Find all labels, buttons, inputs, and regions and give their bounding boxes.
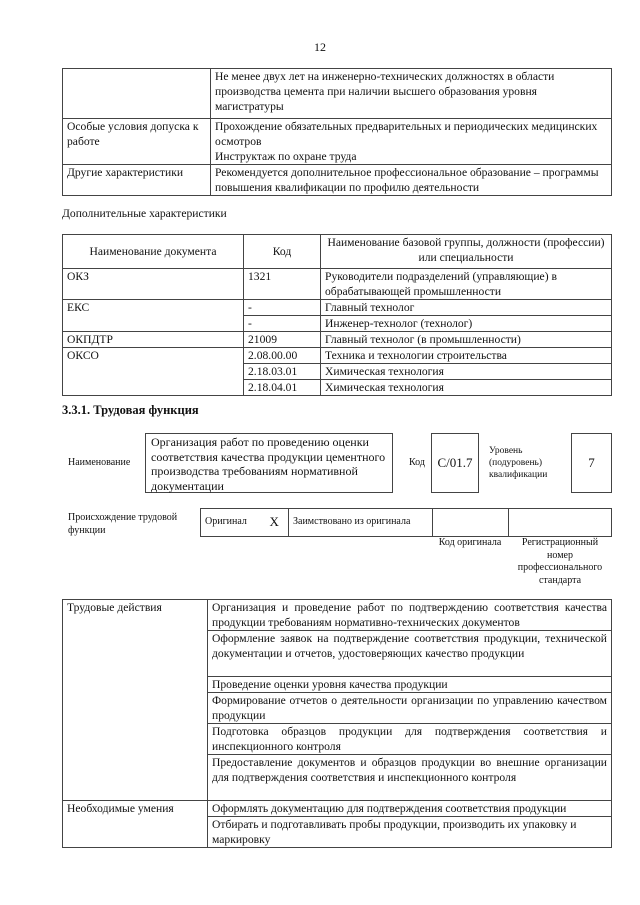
name-label: Наименование	[68, 457, 131, 468]
origin-label: Происхождение трудовой функции	[68, 512, 178, 536]
code-original-label: Код оригинала	[438, 537, 502, 548]
doc: ОКПДТР	[63, 332, 244, 348]
header-doc: Наименование документа	[63, 235, 244, 269]
skill-item: Оформлять документацию для подтверждения соответствия продукции	[208, 801, 612, 817]
name: Главный технолог	[321, 300, 612, 316]
additional-title: Дополнительные характеристики	[62, 207, 227, 220]
qualification-table	[62, 68, 612, 196]
code-original-cell	[433, 509, 509, 537]
code: -	[244, 300, 321, 316]
name: Главный технолог (в промышленности)	[321, 332, 612, 348]
action-item: Оформление заявок на подтверждение соответствия продукции, технической документации и отчетов, удостоверяющих качество продукции	[208, 631, 612, 677]
actions-label: Трудовые действия	[63, 600, 208, 801]
level-label: Уровень (подуровень) квалификации	[489, 446, 548, 480]
row-label: Другие характеристики	[63, 165, 211, 196]
skill-item: Отбирать и подготавливать пробы продукции, производить их упаковку и маркировку	[208, 817, 612, 848]
action-item: Формирование отчетов о деятельности организации по управлению качеством продукции	[208, 693, 612, 724]
row-label: Особые условия допуска к работе	[63, 119, 211, 165]
name: Инженер-технолог (технолог)	[321, 316, 612, 332]
action-item: Подготовка образцов продукции для подтверждения соответствия и инспекционного контроля	[208, 724, 612, 755]
original-mark: X	[266, 509, 289, 537]
header-code: Код	[244, 235, 321, 269]
row-value: Инструктаж по охране труда	[215, 150, 357, 163]
code: 2.08.00.00	[244, 348, 321, 364]
action-item: Организация и проведение работ по подтверждению соответствия качества продукции требованиям нормативно-технических документов	[208, 600, 612, 631]
skills-label: Необходимые умения	[63, 801, 208, 848]
reg-number-label: Регистрационный номер профессионального стандарта	[517, 537, 603, 586]
page-number: 12	[314, 40, 326, 54]
doc: ЕКС	[63, 300, 244, 332]
details-table	[62, 599, 612, 848]
code: -	[244, 316, 321, 332]
origin-table	[200, 508, 612, 537]
function-heading: 3.3.1. Трудовая функция	[62, 403, 199, 417]
level-value: 7	[571, 433, 612, 493]
row-label	[63, 69, 211, 119]
code: 2.18.04.01	[244, 380, 321, 396]
name: Химическая технология	[321, 364, 612, 380]
borrowed-label: Заимствовано из оригинала	[289, 509, 433, 537]
code: 1321	[244, 269, 321, 300]
action-item: Предоставление документов и образцов продукции во внешние организации для подтверждения соответствия и инспекционного контроля	[208, 755, 612, 801]
doc: ОКСО	[63, 348, 244, 396]
name: Химическая технология	[321, 380, 612, 396]
original-label: Оригинал	[201, 509, 266, 537]
code: 21009	[244, 332, 321, 348]
row-value: Прохождение обязательных предварительных и периодических медицинских осмотров	[215, 120, 598, 148]
row-value: Не менее двух лет на инженерно-технических должностях в области производства цемента при наличии высшего образования уровня магистратуры	[211, 69, 612, 119]
header-name: Наименование базовой группы, должности (профессии) или специальности	[321, 235, 612, 269]
code: 2.18.03.01	[244, 364, 321, 380]
reg-number-cell	[509, 509, 612, 537]
name: Руководители подразделений (управляющие) в обрабатывающей промышленности	[321, 269, 612, 300]
row-value: Рекомендуется дополнительное профессиональное образование – программы повышения квалификации по профилю деятельности	[211, 165, 612, 196]
function-name: Организация работ по проведению оценки соответствия качества продукции цементного производства требованиям нормативной документации	[145, 433, 393, 493]
name: Техника и технологии строительства	[321, 348, 612, 364]
code-label: Код	[409, 457, 425, 468]
action-item: Проведение оценки уровня качества продукции	[208, 677, 612, 693]
doc: ОКЗ	[63, 269, 244, 300]
additional-table	[62, 234, 612, 396]
function-code: С/01.7	[431, 433, 479, 493]
